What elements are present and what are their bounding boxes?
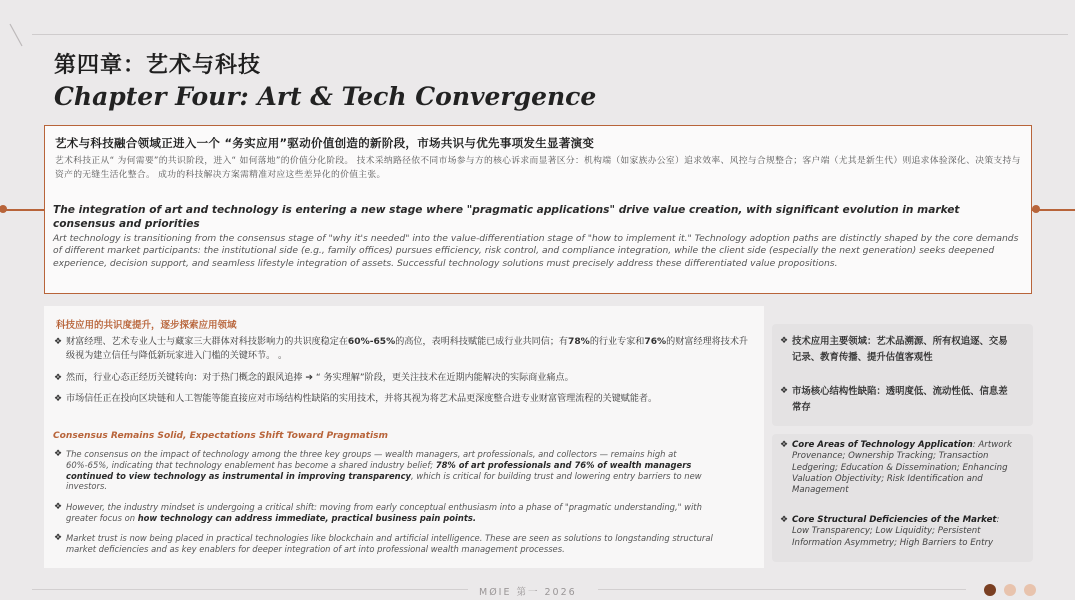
footer-text: MØIE 第一 2026 <box>473 584 583 598</box>
chapter-title-en: Chapter Four: Art & Tech Convergence <box>54 82 597 111</box>
diamond-bullet-icon: ❖ <box>54 373 63 383</box>
page-indicator-dot <box>1004 584 1016 596</box>
highlights-card-en <box>772 434 1033 562</box>
summary-box <box>44 125 1032 294</box>
summary-body-zh: 艺术科技正从“ 为何需要”的共识阶段，进入“ 如何落地”的价值分化阶段。 技术采纳路径依不同市场参与方的核心诉求而显著区分：机构端（如家族办公室）追求效率、风控与合规整合；客户端（尤其是新生代）则追求体验深化、决策支持与资产的无缝生活化整合。 成功的科技解决方案需精准对应这些差异化的价值主张。 <box>55 156 1021 180</box>
list-item: ❖ 技术应用主要领域：艺术品溯源、所有权追逐、交易记录、教育传播、提升估值客观性 <box>780 334 1016 365</box>
diamond-bullet-icon: ❖ <box>54 502 63 512</box>
summary-body-en: Art technology is transitioning from the consensus stage of "why it's needed" into the value-differentiation stage of "how to implement it." Technology adoption paths are distinctly shaped by the core demands of different market participants: the institutional side (e.g., family offices) pursues efficiency, risk control, and compliance integration, while the client side (especially the next generation) seeks deepened experience, decision support, and seamless lifestyle integration of assets. Successful technology solutions must precisely address these differentiated value propositions. <box>53 233 1019 269</box>
diamond-bullet-icon: ❖ <box>54 449 63 459</box>
list-item: ❖ 然而，行业心态正经历关键转向：对于热门概念的跟风追捧 ➔ “ 务实理解”阶段，更关注技术在近期内能解决的实际商业痛点。 <box>54 373 574 383</box>
diamond-bullet-icon: ❖ <box>54 533 63 543</box>
page-indicator-dot-active <box>984 584 996 596</box>
list-item: ❖ 财富经理、艺术专业人士与藏家三大群体对科技影响力的共识度稳定在60%-65%的高位，表明科技赋能已成行业共同信；有78%的行业专家和76%的财富经理将技术升级视为建立信任与降低新玩家进入门槛的关键环节。 。 <box>54 337 749 361</box>
findings-panel <box>44 306 764 568</box>
highlights-card-zh <box>772 324 1033 426</box>
arrow-icon: ➔ <box>305 373 313 383</box>
diamond-bullet-icon: ❖ <box>54 337 63 347</box>
diamond-bullet-icon: ❖ <box>54 394 63 404</box>
bottom-divider-right <box>598 589 966 590</box>
summary-heading-en: The integration of art and technology is entering a new stage where "pragmatic applications" drive value creation, with significant evolution in market consensus and priorities <box>53 204 960 230</box>
corner-slash-icon <box>8 22 24 48</box>
list-item: ❖ 市场核心结构性缺陷：透明度低、流动性低、信息差常存 <box>780 384 1016 415</box>
findings-heading-zh: 科技应用的共识度提升，逐步探索应用领域 <box>56 320 237 331</box>
summary-heading-zh: 艺术与科技融合领域正进入一个 “务实应用”驱动价值创造的新阶段，市场共识与优先事项发生显著演变 <box>55 136 595 150</box>
list-item: ❖ 市场信任正在投向区块链和人工智能等能直接应对市场结构性缺陷的实用技术，并将其视为将艺术品更深度整合进专业财富管理流程的关键赋能者。 <box>54 394 658 404</box>
list-item: ❖ However, the industry mindset is undergoing a critical shift: moving from early conceptual enthusiasm into a phase of "pragmatic understanding," with greater focus on how technology can address immediate, practical business pain points. <box>54 502 702 523</box>
list-item: ❖ The consensus on the impact of technology among the three key groups — wealth managers, art professionals, and collectors — remains high at 60%-65%, indicating that technology enablement has become a shared industry belief; 78% of art professionals and 76% of wealth managers continued to view technology as instrumental in improving transparency, which is critical for building trust and lowering entry barriers to new investors. <box>54 449 702 492</box>
diamond-bullet-icon: ❖ <box>780 440 789 450</box>
left-connector-dot <box>0 205 7 213</box>
chapter-title-zh: 第四章：艺术与科技 <box>54 52 262 78</box>
diamond-bullet-icon: ❖ <box>780 386 789 396</box>
diamond-bullet-icon: ❖ <box>780 515 789 525</box>
list-item: ❖ Core Areas of Technology Application: Artwork Provenance; Ownership Tracking; Transaction Ledgering; Education & Dissemination; Enhancing Valuation Objectivity; Risk Identification and Management <box>780 440 1012 496</box>
page-indicator-dot <box>1024 584 1036 596</box>
list-item: ❖ Market trust is now being placed in practical technologies like blockchain and artificial intelligence. These are seen as solutions to longstanding structural market deficiencies and as key enablers for deeper integration of art into professional wealth management processes. <box>54 533 713 554</box>
right-connector-dot <box>1032 205 1040 213</box>
bottom-divider-left <box>32 589 468 590</box>
findings-heading-en: Consensus Remains Solid, Expectations Shift Toward Pragmatism <box>53 431 389 441</box>
list-item: ❖ Core Structural Deficiencies of the Market: Low Transparency; Low Liquidity; Persistent Information Asymmetry; High Barriers to Entry <box>780 515 1000 548</box>
diamond-bullet-icon: ❖ <box>780 336 789 346</box>
top-divider <box>32 34 1068 35</box>
